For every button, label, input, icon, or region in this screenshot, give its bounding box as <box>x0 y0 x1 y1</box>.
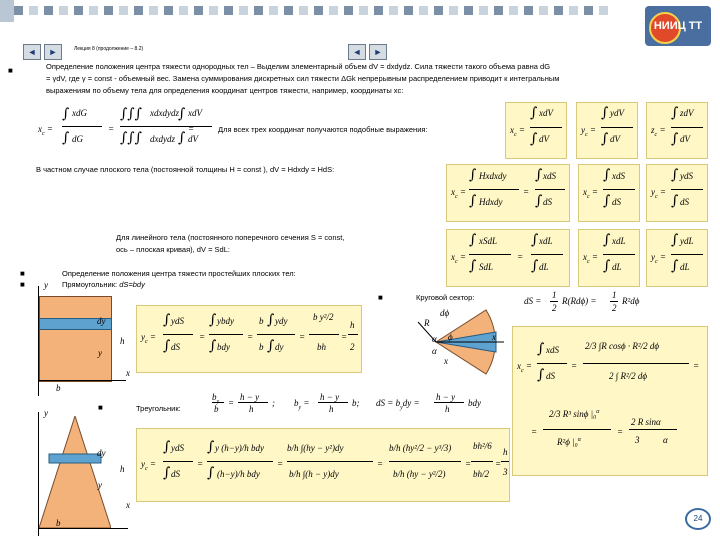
rect-h-label: h <box>120 336 125 346</box>
formula-box-linear-xc: $x_c$ = ∫ xSdL ∫ SdL = ∫ xdL ∫ dL <box>446 229 570 287</box>
rect-y-label: y <box>44 280 48 290</box>
formula-box-triangle-yc: $y_c$ = ∫ ydS ∫ dS = ∫ y (h−y)/h bdy ∫ (h−y)/h bdy = b/h ∫(hy − y²)dy b/h ∫(h − y)dy = b/h (hy²/2 − y³/3) b/h (hy − y²/2) = bh²/6 bh/2 = h 3 <box>136 428 510 502</box>
nav-next-button[interactable]: ◄ <box>348 44 366 60</box>
page-number: 24 <box>685 508 711 530</box>
header-checker-strip <box>14 6 614 22</box>
nav-first-button[interactable]: ◄ <box>23 44 41 60</box>
linear-line-2: ось – плоская кривая), dV = SdL: <box>116 245 230 254</box>
intro-paragraph <box>46 61 696 97</box>
sector-alpha-label-2: α <box>432 346 437 356</box>
rect-x-axis <box>38 380 126 381</box>
bullet: ■ <box>378 293 383 302</box>
sector-figure <box>408 302 508 382</box>
formula-box-yc: $y_c$ = ∫ ydV ∫ dV <box>576 102 638 159</box>
intro-line-1: Определение положения центра тяжести однородных тел – Выделим элементарный объем dV = dxdydz. Сила тяжести такого объема равна dG <box>46 62 551 71</box>
triangle-width-relations: $b_y$ b = h − y h ; $b_y$ = h − y h b; dS = $b_ydy$ = h − y h bdy <box>212 392 481 414</box>
formula-xc-volume-short: ∫ xdV ∫ dV <box>178 104 218 154</box>
tri-h-label: h <box>120 464 125 474</box>
rectangle-label: Прямоугольник: <box>62 280 118 289</box>
formula-box-plane-yc: $y_c$ = ∫ ydS ∫ dS <box>646 164 708 222</box>
bullet: ■ <box>20 280 25 289</box>
intro-line-3: выражениям по объему тела для определения координат центров тяжести, например, координаты xc: <box>46 86 404 95</box>
sector-x-label-2: x <box>444 356 448 366</box>
sector-x-label: x <box>492 332 496 342</box>
nav-prev-button[interactable]: ► <box>44 44 62 60</box>
tri-x-label: x <box>126 500 130 510</box>
sector-area-element: dS = 1 2 R(Rdϕ) = 1 2 R²dϕ <box>524 290 640 313</box>
nav-last-button[interactable]: ► <box>369 44 387 60</box>
formula-box-xc: $x_c$ = ∫ xdV ∫ dV <box>505 102 567 159</box>
all-three-text: Для всех трех координат получаются подобные выражения: <box>218 125 428 134</box>
formula-box-plane-xc2: $x_c$ = ∫ xdS ∫ dS <box>578 164 640 222</box>
triangle-shape <box>39 416 111 528</box>
header-bar-left <box>0 0 14 22</box>
institute-logo <box>645 6 711 46</box>
sector-phi-label: ϕ <box>448 332 453 342</box>
rectangle-heading <box>62 279 145 291</box>
rect-b-label: b <box>56 383 61 393</box>
linear-line-1: Для линейного тела (постоянного поперечного сечения S = const, <box>116 233 345 242</box>
rect-dy-label: dy <box>97 316 106 326</box>
rect-y-inner-label: y <box>98 348 102 358</box>
tri-dy-label: dy <box>97 448 106 458</box>
formula-box-zc: $z_c$ = ∫ zdV ∫ dV <box>646 102 708 159</box>
sector-R-label: R <box>424 318 430 328</box>
sector-alpha-label: α <box>432 334 437 344</box>
bullet: ■ <box>98 403 103 412</box>
tri-b-label: b <box>56 518 61 528</box>
tri-y-label: y <box>44 408 48 418</box>
simple-bodies-text: Определение положения центра тяжести простейших плоских тел: <box>62 269 296 278</box>
intro-line-2: = γdV, где γ = const - объемный вес. Замена суммирования дискретных сил тяжести ΔGk непрерывным распределением приводит к интегральным <box>46 74 560 83</box>
linear-body-text <box>116 232 344 256</box>
sector-dphi-label: dϕ <box>440 308 450 318</box>
formula-box-linear-yc: $y_c$ = ∫ ydL ∫ dL <box>646 229 708 287</box>
plane-body-text: В частном случае плоского тела (постоянной толщины H = const ), dV = Hdxdy = HdS: <box>36 165 335 174</box>
logo-text: НИИЦ ТТ <box>653 20 703 32</box>
triangle-heading: Треугольник: <box>136 404 181 413</box>
formula-box-rect-yc: $y_c$ = ∫ ydS ∫ dS = ∫ ybdy ∫ bdy = b ∫ ydy b ∫ dy = b y²/2 bh = h 2 <box>136 305 362 373</box>
lecture-title: Лекция 8 (продолжение – 8.2) <box>74 46 144 52</box>
tri-y-inner-label: y <box>98 480 102 490</box>
bullet: ■ <box>20 269 25 278</box>
formula-box-plane-xc: $x_c$ = ∫ Hxdxdy ∫ Hdxdy = ∫ xdS ∫ dS <box>446 164 570 222</box>
rectangle-equation: dS=bdy <box>119 280 145 289</box>
formula-box-linear-xc2: $x_c$ = ∫ xdL ∫ dL <box>578 229 640 287</box>
tri-x-axis <box>38 528 128 529</box>
formula-box-sector-xc: $x_c$ = ∫ xdS ∫ dS = 2/3 ∫R cosϕ · R²/2 dϕ 2 ∫ R²/2 dϕ = 2/3 R³ sinϕ |₀$^\alpha$ R²ϕ |₀$^\alpha$ = = 2 R sinα 3 α <box>512 326 708 476</box>
formula-xc-volume: $x_c$ = ∫ xdG ∫ dG = ∫∫∫ xdxdydz ∫∫∫ dxdydz = <box>38 106 195 146</box>
rectangle-shape <box>39 296 112 382</box>
rect-x-label: x <box>126 368 130 378</box>
sector-heading: Круговой сектор: <box>416 293 475 302</box>
bullet: ■ <box>8 66 13 75</box>
